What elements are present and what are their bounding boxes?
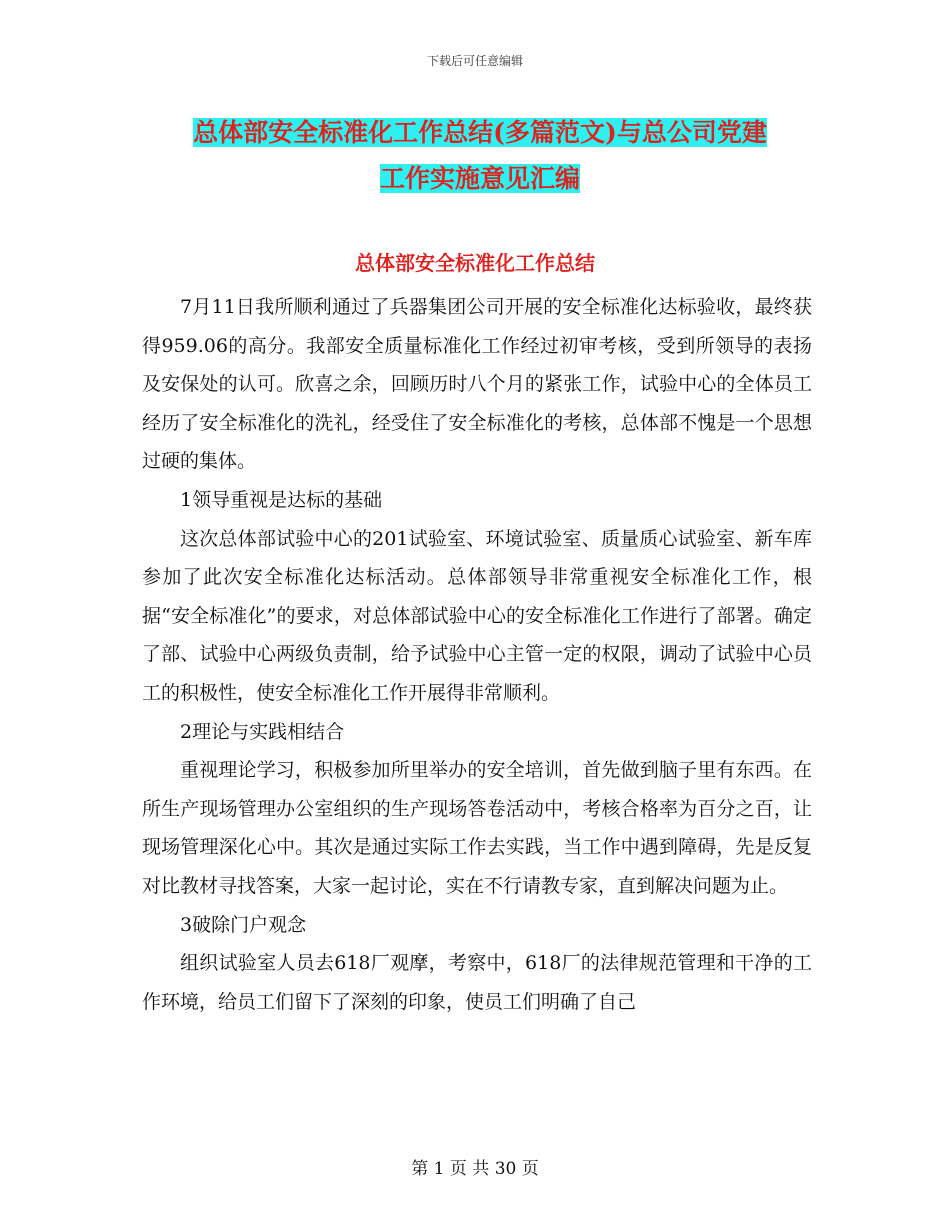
header-note: 下载后可任意编辑: [426, 54, 523, 68]
paragraph: 这次总体部试验中心的201试验室、环境试验室、质量质心试验室、新车库参加了此次安全标准化达标活动。总体部领导非常重视安全标准化工作，根据“安全标准化”的要求，对总体部试验中心的安全标准化工作进行了部署。确定了部、试验中心两级负责制，给予试验中心主管一定的权限，调动了试验中心员工的积极性，使安全标准化工作开展得非常顺利。: [142, 527, 812, 704]
page-footer: 第 1 页 共 30 页: [411, 1159, 539, 1179]
document-title-line-2: 工作实施意见汇编: [379, 164, 580, 193]
subheading: 1领导重视是达标的基础: [180, 488, 383, 511]
body-text: [142, 288, 812, 1021]
section-title: 总体部安全标准化工作总结: [355, 251, 595, 275]
paragraph: 7月11日我所顺利通过了兵器集团公司开展的安全标准化达标验收，最终获得959.06的高分。我部安全质量标准化工作经过初审考核，受到所领导的表扬及安保处的认可。欣喜之余，回顾历时八个月的紧张工作，试验中心的全体员工经历了安全标准化的洗礼，经受住了安全标准化的考核，总体部不愧是一个思想过硬的集体。: [142, 296, 812, 473]
subheading: 2理论与实践相结合: [180, 720, 345, 743]
subheading: 3破除门户观念: [180, 913, 307, 936]
document-title-line-1: 总体部安全标准化工作总结(多篇范文)与总公司党建: [193, 118, 767, 147]
paragraph: 重视理论学习，积极参加所里举办的安全培训，首先做到脑子里有东西。在所生产现场管理办公室组织的生产现场答卷活动中，考核合格率为百分之百，让现场管理深化心中。其次是通过实际工作去实践，当工作中遇到障碍，先是反复对比教材寻找答案，大家一起讨论，实在不行请教专家，直到解决问题为止。: [142, 759, 812, 897]
document-title: [140, 110, 820, 202]
paragraph: 组织试验室人员去618厂观摩，考察中，618厂的法律规范管理和干净的工作环境，给员工们留下了深刻的印象，使员工们明确了自己: [142, 952, 812, 1013]
